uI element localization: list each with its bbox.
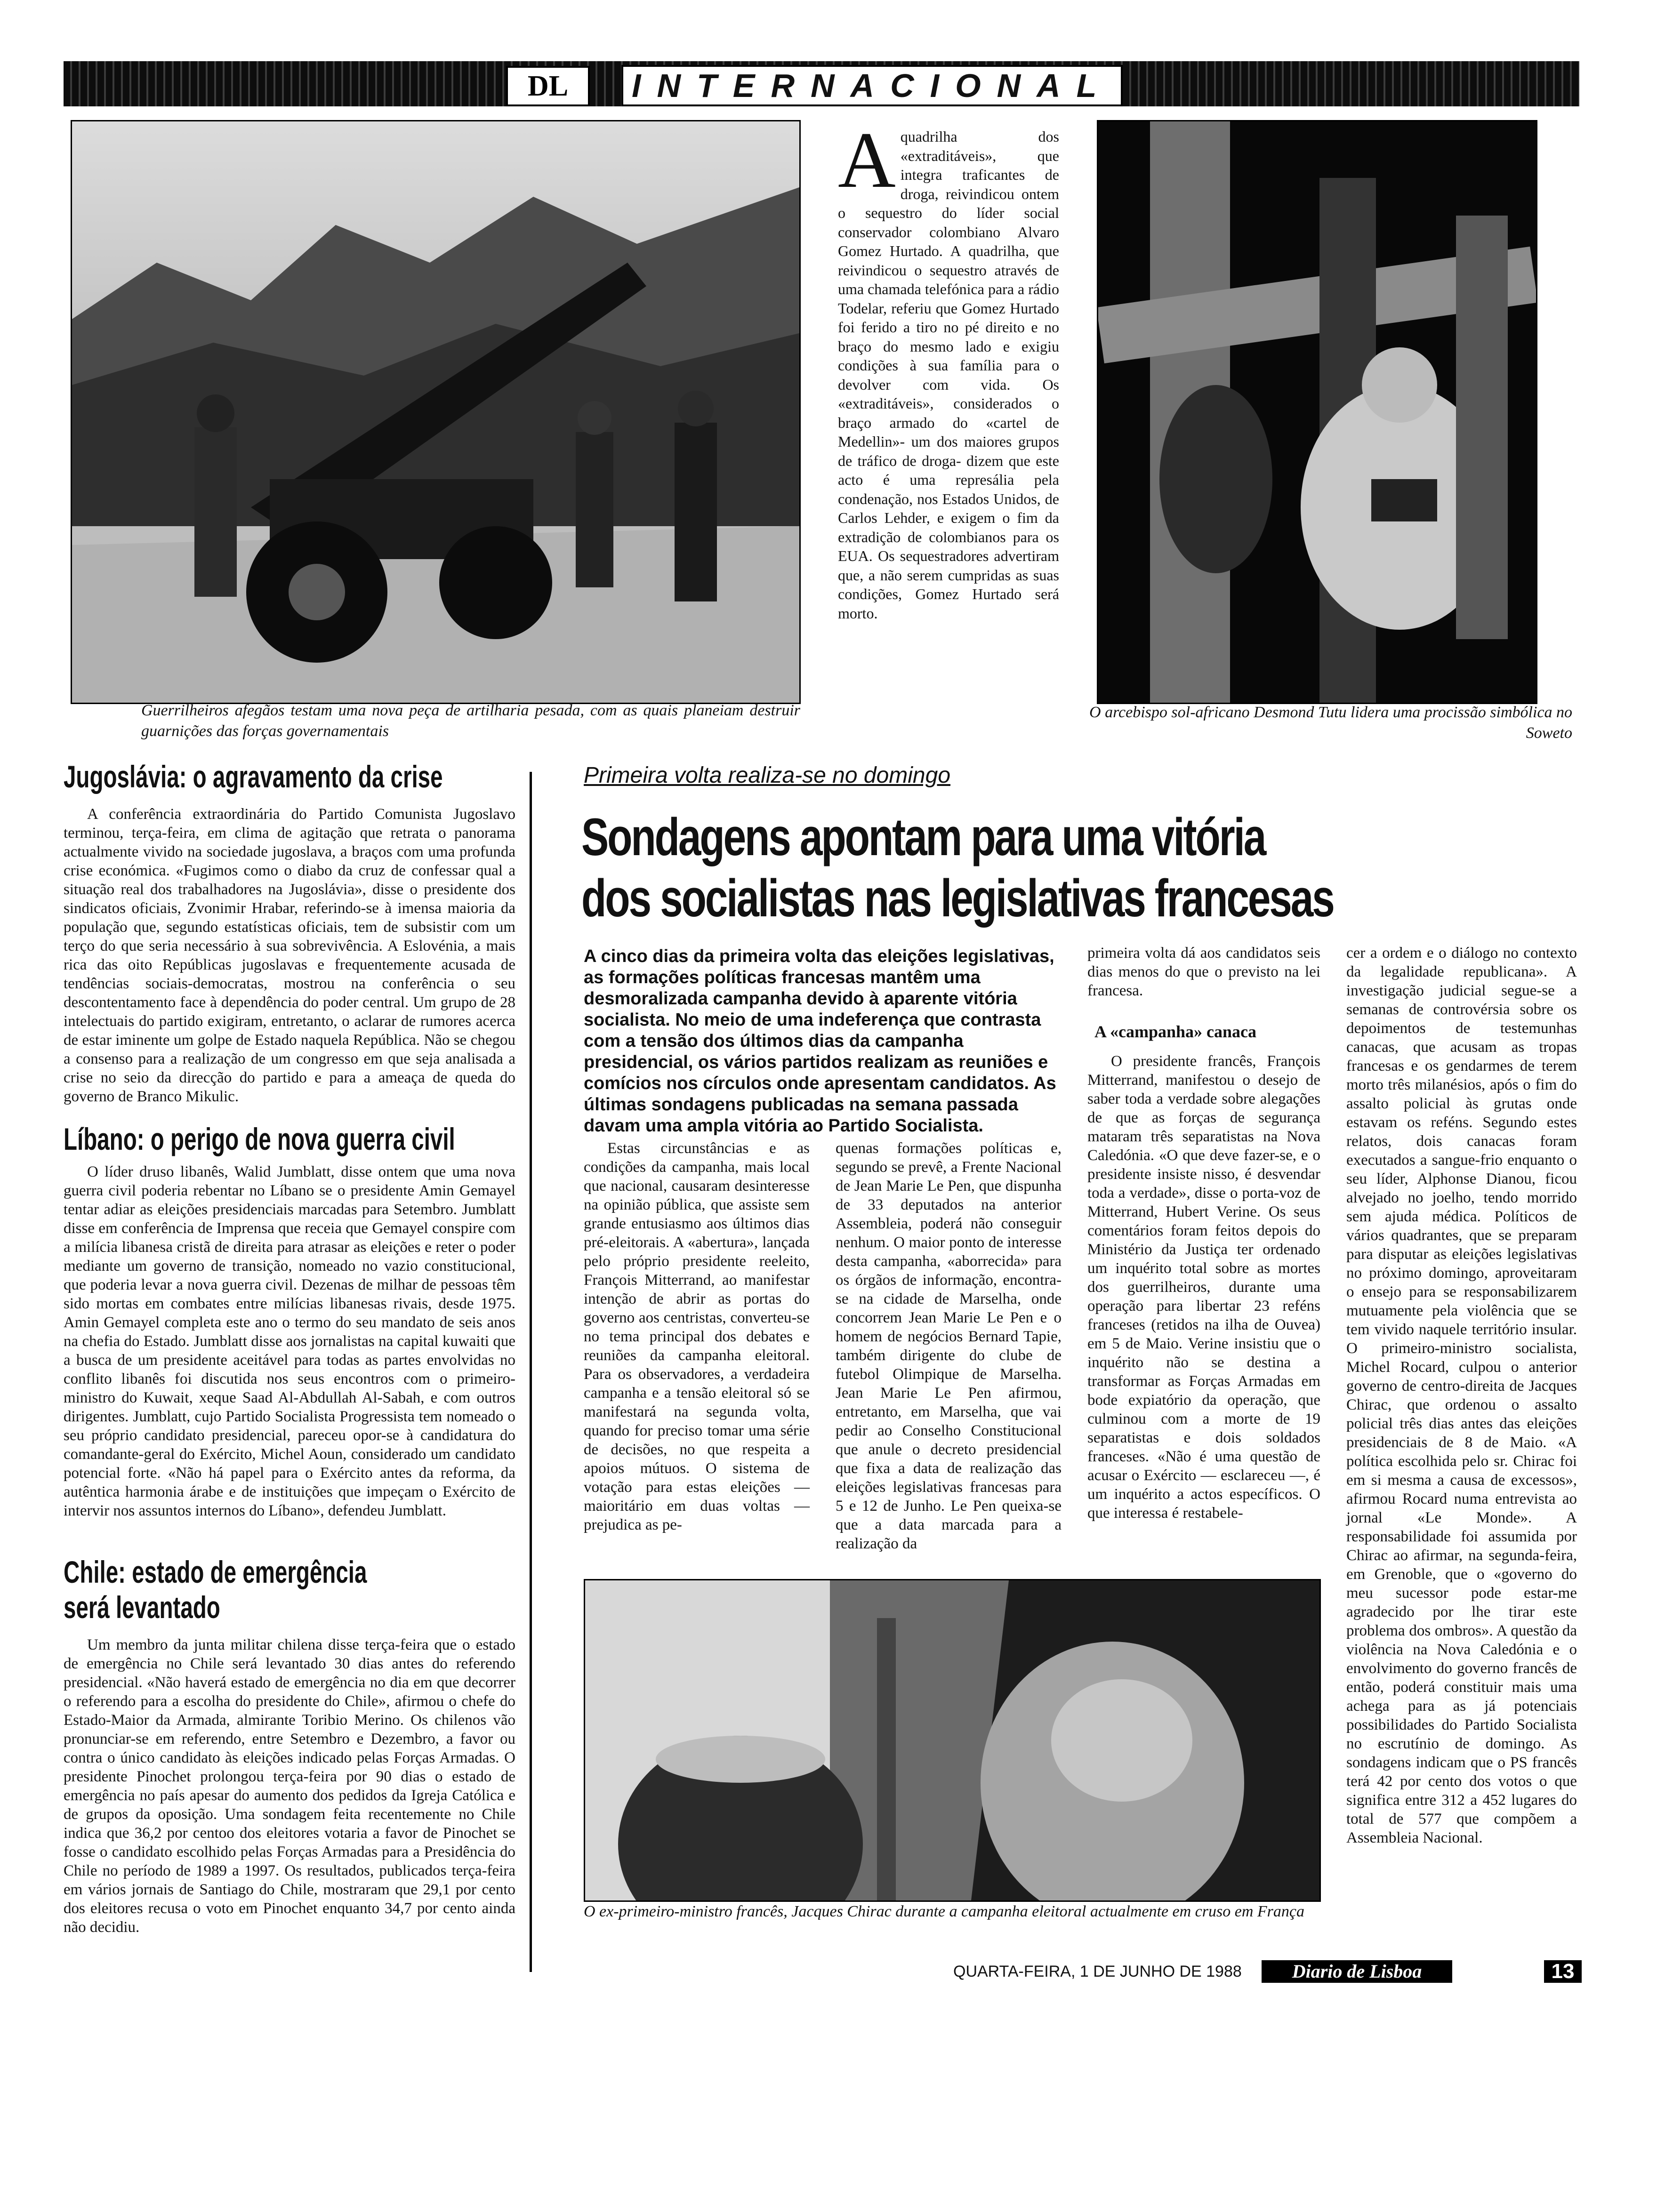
main-column-3-top: primeira volta dá aos candidatos seis dias menos do que o previsto na lei francesa. — [1087, 945, 1320, 999]
tutu-photo-caption: O arcebispo sol-africano Desmond Tutu lidera uma procissão simbólica no Soweto — [1089, 704, 1572, 742]
chirac-photo — [584, 1579, 1321, 1902]
artillery-photo — [71, 120, 801, 704]
page-number: 13 — [1544, 1960, 1582, 1983]
colombia-dropcap: A — [838, 116, 896, 204]
newspaper-logo: DL — [506, 66, 590, 106]
main-headline-line1: Sondagens apontam para uma vitória — [581, 808, 1265, 866]
artillery-photo-caption: Guerrilheiros afegãos testam uma nova peça de artilharia pesada, com as quais planeiam destruir guarnições das forças governamentais — [141, 702, 800, 740]
colombia-article — [838, 116, 1059, 623]
footer-masthead: Diario de Lisboa — [1262, 1960, 1452, 1983]
footer-date: QUARTA-FEIRA, 1 DE JUNHO DE 1988 — [953, 1963, 1242, 1980]
colombia-text: quadrilha dos «extraditáveis», que integra traficantes de droga, reivindicou ontem o sequestro do líder social conservador colombiano Alvaro Gomez Hurtado. A quadrilha, que reivindicou o sequestro através de uma chamada telefónica para a rádio Todelar, referiu que Gomez Hurtado foi ferido a tiro no pé direito e no braço do mesmo lado e exigiu condições à sua família para o devolver com vida. Os «extraditáveis», considerados o braço armado do «cartel de Medellin»- um dos maiores grupos de tráfico de droga- dizem que este acto é uma represália pela condenação, nos Estados Unidos, de Carlos Lehder, e exigem o fim da extradição de colombianos para os EUA. Os sequestradores advertiram que, a não serem cumpridas as suas condições, Gomez Hurtado será morto. — [838, 128, 1059, 622]
main-headline-line2: dos socialistas nas legislativas francesas — [581, 869, 1334, 928]
libano-article: O líder druso libanês, Walid Jumblatt, disse ontem que uma nova guerra civil poderia rebentar no Líbano se o presidente Amin Gemayel tentar adiar as eleições presidenciais marcadas para Setembro. Jumblatt disse em conferência de Imprensa que receia que Gemayel conspire com a milícia libanesa cristã de direita para atrasar as eleições e reter o poder mediante um governo de transição, nomeado no vazio constitucional, que poderia levar a nova guerra civil. Dezenas de milhar de pessoas têm sido mortas em combates entre milícias libanesas rivais, desde 1975. Amin Gemayel completa este ano o termo do seu mandato de seis anos na chefia do Estado. Jumblatt disse aos jornalistas na capital kuwaiti que a busca de um presidente aceitável para todas as partes envolvidas no conflito libanês foi discutida nos seus encontros com o primeiro-ministro do Kuwait, xeque Saad Al-Abdullah Al-Sabah, e com outros dirigentes. Jumblatt, cujo Partido Socialista Progressista tem nomeado o seu próprio candidato presidencial, pareceu opor-se à candidatura do comandante-geral do Exército, Michel Aoun, considerado um candidato potencial forte. «Não há papel para o Exército antes da reforma, da autêntica harmonia árabe e de instituições que impeçam o Exército de intervir nos assuntos internos do Líbano», defendeu Jumblatt. — [64, 1163, 515, 1519]
chirac-photo-caption: O ex-primeiro-ministro francês, Jacques Chirac durante a campanha eleitoral actualmente em cruso em França — [584, 1903, 1304, 1920]
jugoslavia-headline: Jugoslávia: o agravamento da crise — [64, 759, 443, 794]
section-title: INTERNACIONAL — [621, 65, 1123, 106]
main-column-4: cer a ordem e o diálogo no contexto da legalidade republicana». A investigação judicial segue-se a semanas de controvérsia sobre os depoimentos de testemunhas canacas, que acusam as tropas francesas e os gendarmes de terem morto três milanésios, após o fim do assalto policial às grutas onde estavam os reféns. Segundo estes relatos, dois canacas foram executados a sangue-frio enquanto o seu líder, Alphonse Dianou, ficou alvejado no joelho, tendo morrido sem ajuda médica. Políticos de vários quadrantes, que se preparam para disputar as eleições legislativas no próximo domingo, aproveitaram o ensejo para se responsabilizarem mutuamente pela violência que se tem vivido naquele território insular. O primeiro-ministro socialista, Michel Rocard, culpou o anterior governo de centro-direita de Jacques Chirac, que ordenou o assalto policial três dias antes das eleições presidenciais de 8 de Maio. «A política escolhida pelo sr. Chirac foi em si mesma a causa de excessos», afirmou Rocard numa entrevista ao jornal «Le Monde». A responsabilidade foi assumida por Chirac ao afirmar, na segunda-feira, em Grenoble, que o «governo do meu sucessor pode estar-me agradecido por lhe tirar este problema dos ombros». A questão da violência na Nova Caledónia e o envolvimento do governo francês de então, poderá constituir mais uma achega para as já potenciais possibilidades do Partido Socialista no escrutínio de domingo. As sondagens indicam que o PS francês terá 42 por cento dos votos o que significa entre 312 a 452 lugares do total de 577 que compõem a Assembleia Nacional. — [1346, 945, 1577, 1846]
main-kicker: Primeira volta realiza-se no domingo — [584, 763, 951, 788]
chile-article: Um membro da junta militar chilena disse terça-feira que o estado de emergência no Chile será levantado 30 dias antes do referendo presidencial. «Não haverá estado de emergência no dia em que decorrer o referendo para a escolha do presidente do Chile», afirmou o chefe do Estado-Maior da Armada, almirante Toribio Merino. Os chilenos vão pronunciar-se em referendo, entre Setembro e Dezembro, a favor ou contra o único candidato às eleições indicado pelas Forças Armadas. O presidente Pinochet prolongou terça-feira por 90 dias o estado de emergência no país apesar do aumento dos pedidos da Igreja Católica e de grupos da oposição. Uma sondagem feita recentemente no Chile indica que 36,2 por centoo dos eleitores votaria a favor de Pinochet se fosse o candidato escolhido pelas Forças Armadas para a Presidência do Chile no período de 1989 a 1997. Os resultados, publicados terça-feira em vários jornais de Santiago do Chile, mostraram que 29,1 por cento dos eleitores recusa o voto em Pinochet enquanto 34,7 por cento ainda não decidiu. — [64, 1636, 515, 1936]
chile-headline-line2: será levantado — [64, 1590, 220, 1625]
main-lead: A cinco dias da primeira volta das eleições legislativas, as formações políticas francesas mantêm uma desmoralizada campanha devido à aparente vitória socialista. No meio de uma indeferença que contrasta com a tensão dos últimos dias da campanha presidencial, os vários partidos realizam as reuniões e comícios nos círculos onde apresentam candidatos. As últimas sondagens publicadas na semana passada davam uma ampla vitória ao Partido Socialista. — [584, 946, 1056, 1136]
main-column-1: Estas circunstâncias e as condições da campanha, mais local que nacional, causaram desinteresse na opinião pública, que assiste sem grande entusiasmo aos últimos dias pré-eleitorais. A «abertura», lançada pelo próprio presidente reeleito, François Mitterrand, ao manifestar intenção de abrir as portas do governo aos centristas, converteu-se no tema principal dos debates e reuniões da campanha eleitoral. Para os observadores, a verdadeira campanha e a tensão eleitoral só se manifestará na segunda volta, quando for preciso tomar uma série de decisões, no que respeita a apoios mútuos. O sistema de votação para estas eleições — maioritário em duas voltas — prejudica as pe- — [584, 1140, 810, 1533]
jugoslavia-article: A conferência extraordinária do Partido Comunista Jugoslavo terminou, terça-feira, em clima de agitação que retrata o panorama actualmente vivido na sociedade jugoslava, a braços com uma profunda crise económica. «Fugimos como o diabo da cruz de confessar qual a situação real dos trabalhadores na Jugoslávia», disse o presidente dos sindicatos oficiais, Zvonimir Hrabar, referindo-se à imensa maioria da população que, segundo estatísticas oficiais, tem de subsistir com um terço do que seria necessário à sua sobrevivência. A Eslovénia, a mais rica das oito Repúblicas jugoslavas e frequentemente acusada de tendências sociais-democratas, mostrou na conferência o seu descontentamento face à dependência do poder central. Um grupo de 28 intelectuais do partido exigiram, entretanto, o aclarar de rumores acerca de estar iminente um golpe de Estado naquela República. Não se chegou a consenso para a realização de um congresso em que seja analisada a crise no seio da direcção do partido e para a ameaça de queda do governo de Branco Mikulic. — [64, 806, 515, 1105]
main-column-2: quenas formações políticas e, segundo se prevê, a Frente Nacional de Jean Marie Le Pen, que dispunha de 33 deputados na anterior Assembleia, poderá não conseguir nenhum. O maior ponto de interesse desta campanha, «aborrecida» para os órgãos de informação, encontra-se na cidade de Marselha, onde concorrem Jean Marie Le Pen e o homem de negócios Bernard Tapie, também dirigente do clube de futebol Olimpique de Marselha. Jean Marie Le Pen afirmou, entretanto, em Marselha, que vai pedir ao Conselho Constitucional que anule o decreto presidencial que fixa a data de realização das eleições legislativas francesas para 5 e 12 de Junho. Le Pen queixa-se que a data marcada para a realização da — [836, 1140, 1062, 1552]
campanha-canaca-subhead: A «campanha» canaca — [1094, 1022, 1257, 1041]
libano-headline: Líbano: o perigo de nova guerra civil — [64, 1122, 455, 1156]
main-column-3: O presidente francês, François Mitterrand, manifestou o desejo de saber toda a verdade sobre alegações de que as forças de segurança mataram três separatistas na Nova Caledónia. «O que deve fazer-se, e o presidente insiste nisso, é desvendar toda a verdade», disse o porta-voz de Mitterrand, Hubert Verine. Os seus comentários foram feitos depois do Ministério da Justiça ter ordenado um inquérito total sobre as mortes dos guerrilheiros, durante uma operação para libertar 23 reféns franceses (retidos na ilha de Ouvea) em 5 de Maio. Verine insistiu que o inquérito não se destina a transformar as Forças Armadas em bode expiatório da operação, que culminou com a morte de 19 separatistas e dois soldados franceses. «Não é uma questão de acusar o Exército — esclareceu —, é um inquérito a actos específicos. O que interessa é restabele- — [1087, 1053, 1320, 1522]
chile-headline-line1: Chile: estado de emergência — [64, 1555, 367, 1589]
tutu-procession-photo — [1097, 120, 1537, 704]
column-divider — [530, 772, 532, 1972]
